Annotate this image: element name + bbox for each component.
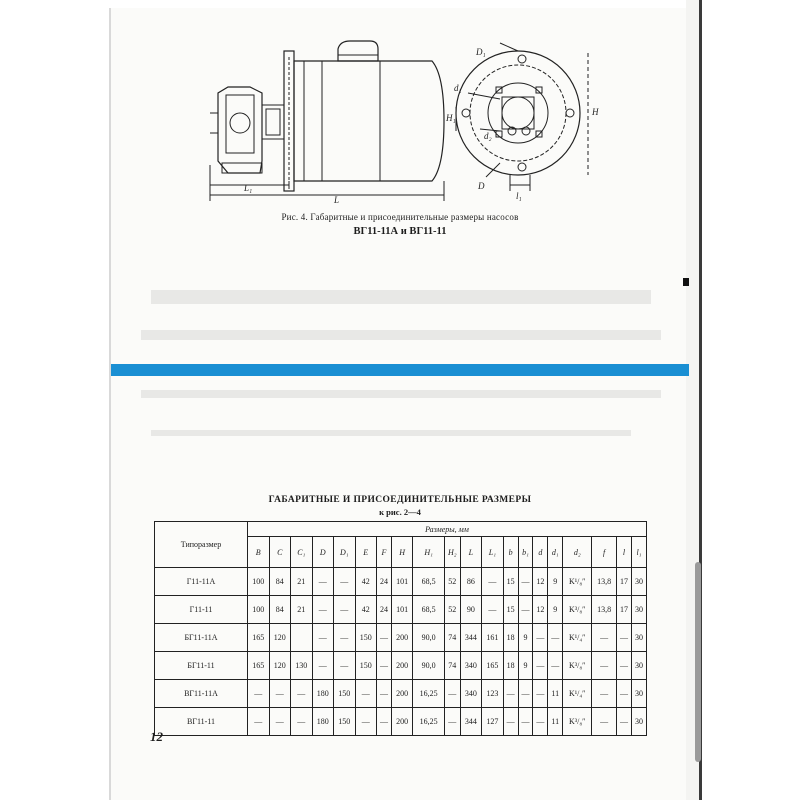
label-l1: l₁ [516, 191, 522, 201]
table-cell: — [355, 680, 377, 708]
column-header: D [312, 537, 334, 568]
table-cell: 30 [631, 708, 646, 736]
table-cell: 74 [444, 624, 460, 652]
table-cell: 150 [334, 708, 356, 736]
column-header: H [391, 537, 413, 568]
table-cell: — [548, 652, 563, 680]
table-cell: 344 [460, 624, 482, 652]
table-row [155, 624, 647, 652]
table-cell [291, 624, 313, 652]
pump-drawing [200, 35, 600, 205]
table-cell: 90,0 [413, 624, 444, 652]
table-cell: 12 [533, 568, 548, 596]
table-cell: 18 [503, 624, 518, 652]
type-header: Типоразмер [155, 522, 248, 568]
column-header: L [460, 537, 482, 568]
table-cell: 24 [377, 568, 392, 596]
table-cell: 42 [355, 596, 377, 624]
column-header: B [248, 537, 270, 568]
table-cell: 130 [291, 652, 313, 680]
table-cell: 30 [631, 624, 646, 652]
table-cell: 21 [291, 596, 313, 624]
table-cell: 74 [444, 652, 460, 680]
column-header: d₂ [563, 537, 592, 568]
table-cell: 11 [548, 680, 563, 708]
table-cell: — [533, 708, 548, 736]
table-cell: 90,0 [413, 652, 444, 680]
table-cell: — [518, 680, 533, 708]
dimensions-table [154, 521, 647, 736]
column-header: C₁ [291, 537, 313, 568]
table-cell: 180 [312, 708, 334, 736]
column-header: D₁ [334, 537, 356, 568]
table-cell: 9 [548, 568, 563, 596]
table-cell: 13,8 [592, 596, 617, 624]
table-cell: — [334, 652, 356, 680]
table-cell: 344 [460, 708, 482, 736]
table-cell: 150 [355, 652, 377, 680]
table-cell: — [518, 708, 533, 736]
column-header: d [533, 537, 548, 568]
table-cell: — [377, 708, 392, 736]
column-header: l₁ [631, 537, 646, 568]
table-cell: 165 [248, 652, 270, 680]
table-cell: — [269, 680, 291, 708]
table-cell: 68,5 [413, 568, 444, 596]
table-cell: 86 [460, 568, 482, 596]
row-type-name: Г11-11 [155, 596, 248, 624]
table-cell: — [482, 568, 504, 596]
label-H: H [592, 107, 599, 117]
table-cell: 9 [548, 596, 563, 624]
table-cell: 17 [617, 568, 632, 596]
table-cell: — [312, 624, 334, 652]
table-cell: — [334, 624, 356, 652]
table-cell: 42 [355, 568, 377, 596]
table-subtitle: к рис. 2—4 [379, 507, 421, 517]
table-title: ГАБАРИТНЫЕ И ПРИСОЕДИНИТЕЛЬНЫЕ РАЗМЕРЫ [268, 495, 532, 505]
table-cell: — [533, 652, 548, 680]
table-cell: 15 [503, 568, 518, 596]
table-cell: 12 [533, 596, 548, 624]
table-row [155, 708, 647, 736]
table-cell: K³/₈″ [563, 652, 592, 680]
table-cell: 340 [460, 652, 482, 680]
table-cell: — [592, 708, 617, 736]
table-cell: — [617, 708, 632, 736]
table-cell: K¹/₈″ [563, 568, 592, 596]
table-cell: 101 [391, 596, 413, 624]
table-cell: 30 [631, 680, 646, 708]
row-type-name: ВГ11-11А [155, 680, 248, 708]
table-cell: K¹/₄″ [563, 680, 592, 708]
table-cell: K¹/₄″ [563, 624, 592, 652]
table-cell: 165 [248, 624, 270, 652]
table-row [155, 568, 647, 596]
table-cell: 90 [460, 596, 482, 624]
column-header: d₁ [548, 537, 563, 568]
label-L1: L₁ [244, 183, 253, 193]
scrollbar-thumb[interactable] [695, 562, 701, 762]
column-header: H₂ [444, 537, 460, 568]
table-cell: 17 [617, 596, 632, 624]
table-cell: 16,25 [413, 680, 444, 708]
table-row [155, 596, 647, 624]
table-cell: — [269, 708, 291, 736]
table-cell: — [617, 652, 632, 680]
table-cell: — [355, 708, 377, 736]
table-cell: — [503, 680, 518, 708]
label-d1: d₁ [454, 83, 462, 93]
table-cell: 30 [631, 568, 646, 596]
table-cell: 101 [391, 568, 413, 596]
table-cell: — [312, 596, 334, 624]
table-cell: 120 [269, 624, 291, 652]
table-cell: 16,25 [413, 708, 444, 736]
table-cell: 24 [377, 596, 392, 624]
page-number: 12 [150, 729, 163, 744]
column-header: l [617, 537, 632, 568]
figure-caption-models: ВГ11-11А и ВГ11-11 [353, 226, 447, 237]
table-cell: 30 [631, 596, 646, 624]
table-cell: 30 [631, 652, 646, 680]
column-header: b₁ [518, 537, 533, 568]
label-H1: H₁ [446, 113, 456, 123]
table-cell: — [377, 624, 392, 652]
table-cell: — [592, 652, 617, 680]
table-cell: — [592, 680, 617, 708]
table-cell: 200 [391, 652, 413, 680]
table-cell: — [377, 680, 392, 708]
label-D1: D₁ [476, 47, 486, 57]
table-cell: 161 [482, 624, 504, 652]
table-cell: 150 [355, 624, 377, 652]
table-cell: — [617, 680, 632, 708]
table-cell: 52 [444, 568, 460, 596]
figure-caption: Рис. 4. Габаритные и присоединительные размеры насосов [281, 212, 519, 222]
table-cell: — [444, 708, 460, 736]
table-cell: 340 [460, 680, 482, 708]
label-D: D [478, 181, 485, 191]
table-cell: 84 [269, 596, 291, 624]
table-cell: — [334, 596, 356, 624]
table-cell: — [248, 680, 270, 708]
table-row [155, 680, 647, 708]
table-cell: 120 [269, 652, 291, 680]
table-cell: 15 [503, 596, 518, 624]
column-header: H₁ [413, 537, 444, 568]
table-cell: K³/₈″ [563, 596, 592, 624]
table-cell: — [617, 624, 632, 652]
table-cell: — [518, 568, 533, 596]
table-cell: 100 [248, 596, 270, 624]
table-cell: 9 [518, 652, 533, 680]
label-L: L [334, 195, 340, 205]
table-cell: — [248, 708, 270, 736]
table-cell: — [291, 708, 313, 736]
row-type-name: Г11-11А [155, 568, 248, 596]
table-cell: 13,8 [592, 568, 617, 596]
column-header: C [269, 537, 291, 568]
column-header: F [377, 537, 392, 568]
table-cell: 200 [391, 624, 413, 652]
row-type-name: БГ11-11А [155, 624, 248, 652]
table-cell: 18 [503, 652, 518, 680]
column-header: L₁ [482, 537, 504, 568]
table-cell: — [312, 652, 334, 680]
table-cell: 127 [482, 708, 504, 736]
blue-stripe [111, 364, 689, 376]
table-cell: — [518, 596, 533, 624]
table-cell: — [533, 624, 548, 652]
table-cell: 123 [482, 680, 504, 708]
table-row [155, 652, 647, 680]
table-cell: — [482, 596, 504, 624]
table-cell: — [377, 652, 392, 680]
table-cell: 68,5 [413, 596, 444, 624]
column-header: f [592, 537, 617, 568]
table-cell: — [334, 568, 356, 596]
table-cell: 180 [312, 680, 334, 708]
row-type-name: ВГ11-11 [155, 708, 248, 736]
label-d2: d₂ [484, 131, 492, 141]
table-cell: — [592, 624, 617, 652]
table-cell: — [548, 624, 563, 652]
table-cell: 200 [391, 708, 413, 736]
table-cell: — [503, 708, 518, 736]
table-cell: — [291, 680, 313, 708]
table-cell: 150 [334, 680, 356, 708]
dimensions-group-header: Размеры, мм [248, 522, 647, 537]
table-cell: 84 [269, 568, 291, 596]
table-cell: K³/₈″ [563, 708, 592, 736]
table-cell: — [533, 680, 548, 708]
table-cell: 52 [444, 596, 460, 624]
table-cell: 9 [518, 624, 533, 652]
column-header: E [355, 537, 377, 568]
table-cell: 21 [291, 568, 313, 596]
table-cell: 165 [482, 652, 504, 680]
row-type-name: БГ11-11 [155, 652, 248, 680]
table-cell: 200 [391, 680, 413, 708]
column-header: b [503, 537, 518, 568]
table-cell: 11 [548, 708, 563, 736]
table-cell: — [312, 568, 334, 596]
table-cell: — [444, 680, 460, 708]
table-cell: 100 [248, 568, 270, 596]
